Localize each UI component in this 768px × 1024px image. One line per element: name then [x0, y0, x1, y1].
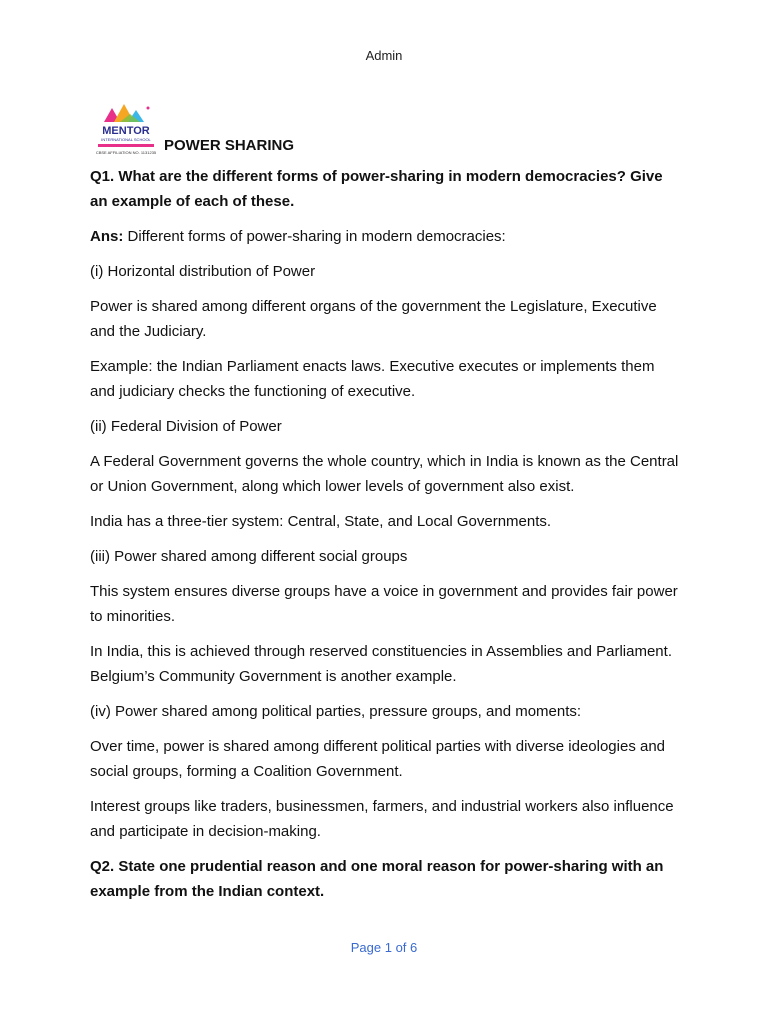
paragraph: (iv) Power shared among political parties, pressure groups, and moments:: [90, 703, 582, 720]
title-row: [90, 100, 680, 156]
mentor-logo-icon: [90, 104, 162, 156]
paragraph: (iii) Power shared among different social groups: [90, 548, 408, 565]
document-body: [90, 100, 680, 914]
page-header-author: Admin: [365, 48, 403, 63]
paragraph: (ii) Federal Division of Power: [90, 418, 282, 435]
paragraph: India has a three-tier system: Central, State, and Local Governments.: [90, 513, 552, 530]
svg-text:INTERNATIONAL SCHOOL: INTERNATIONAL SCHOOL: [101, 137, 151, 142]
paragraph: In India, this is achieved through reserved constituencies in Assemblies and Parliament. Belgium’s Community Government is another example.: [90, 643, 672, 685]
paragraph: Example: the Indian Parliament enacts laws. Executive executes or implements them and judiciary checks the functioning of executive.: [90, 358, 655, 400]
paragraph: Over time, power is shared among different political parties with diverse ideologies and social groups, forming a Coalition Government.: [90, 738, 666, 780]
paragraph: Interest groups like traders, businessmen, farmers, and industrial workers also influence and participate in decision-making.: [90, 798, 674, 840]
question-1: Q1. What are the different forms of power-sharing in modern democracies? Give an example of each of these.: [90, 168, 663, 210]
answer-intro-text: Different forms of power-sharing in modern democracies:: [123, 228, 506, 245]
answer-intro: [90, 224, 680, 249]
answer-label: Ans:: [90, 228, 124, 245]
paragraph: A Federal Government governs the whole country, which in India is known as the Central or Union Government, along which lower levels of government also exist.: [90, 453, 679, 495]
question-2: Q2. State one prudential reason and one moral reason for power-sharing with an example from the Indian context.: [90, 858, 664, 900]
paragraph: (i) Horizontal distribution of Power: [90, 263, 316, 280]
svg-text:CBSE AFFILIATION NO. 1131235: CBSE AFFILIATION NO. 1131235: [95, 150, 157, 155]
document-title: POWER SHARING: [164, 137, 295, 154]
paragraph: This system ensures diverse groups have a voice in government and provides fair power to minorities.: [90, 583, 678, 625]
svg-text:MENTOR: MENTOR: [102, 125, 150, 137]
paragraph: Power is shared among different organs of the government the Legislature, Executive and the Judiciary.: [90, 298, 657, 340]
page-number: Page 1 of 6: [350, 940, 418, 955]
school-logo: [90, 104, 162, 156]
